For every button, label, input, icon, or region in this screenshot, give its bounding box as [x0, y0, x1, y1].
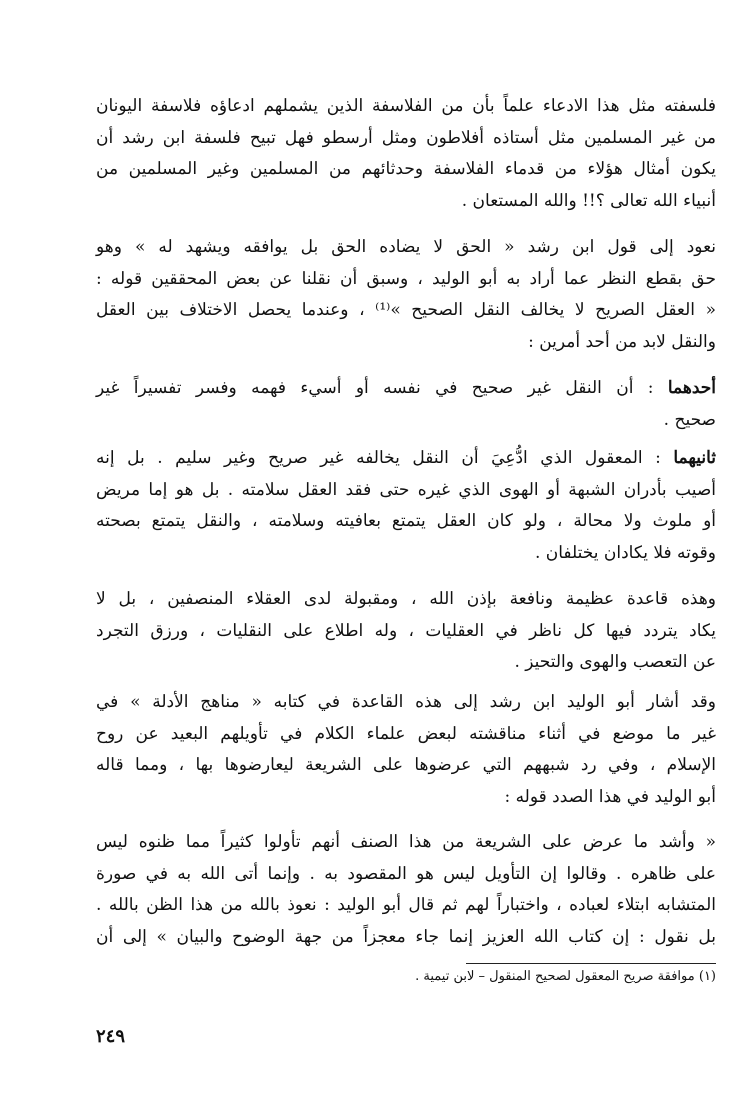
paragraph-2	[96, 232, 716, 358]
text-line: فلسفته مثل هذا الادعاء علماً بأن من الفلاسفة الذين يشملهم ادعاؤه فلاسفة اليونان	[96, 96, 716, 116]
lead-word: ثانيهما	[673, 448, 716, 468]
lead-word: أحدهما	[667, 378, 716, 398]
text-line	[96, 443, 716, 475]
text-line: عن التعصب والهوى والتحيز .	[514, 652, 716, 672]
text-run: : المعقول الذي ادُّعِيَ أن النقل يخالفه غير صريح وغير سليم . بل إنه	[96, 448, 674, 468]
text-line: المتشابه ابتلاء لعباده ، واختباراً لهم ثم قال أبو الوليد : نعوذ بالله من هذا الظن بالله .	[96, 895, 716, 915]
text-line: وهذه قاعدة عظيمة ونافعة بإذن الله ، ومقبولة لدى العقلاء المنصفين ، بل لا	[96, 589, 716, 609]
text-line: غير ما موضع في أثناء مناقشته لبعض علماء الكلام في تأويلهم البعيد عن روح	[96, 723, 716, 744]
paragraph-5	[96, 584, 716, 679]
text-run: : أن النقل غير صحيح في نفسه أو أسيء فهمه وفسر تفسيراً غير	[96, 378, 668, 398]
text-line: والنقل لابد من أحد أمرين :	[528, 331, 716, 352]
text-line: يكاد يتردد فيها كل ناظر في العقليات ، وله اطلاع على النقليات ، ورزق التجرد	[96, 620, 716, 641]
paragraph-1	[96, 91, 716, 217]
footnote-divider	[466, 963, 716, 964]
paragraph-6	[96, 687, 716, 813]
paragraph-3	[96, 373, 716, 436]
text-line	[96, 373, 716, 405]
text-line: يكون أمثال هؤلاء من قدماء الفلاسفة وحدثائهم من المسلمين وغير المسلمين من	[96, 159, 716, 179]
text-line: حق بقطع النظر عما أراد به أبو الوليد ، وسبق أن نقلنا عن بعض المحققين قوله :	[96, 268, 716, 289]
text-line: على ظاهره . وقالوا إن التأويل ليس هو المقصود به . وإنما أتى الله به في صورة	[96, 863, 716, 884]
text-line: نعود إلى قول ابن رشد « الحق لا يضاده الحق بل يوافقه ويشهد له » وهو	[96, 237, 716, 257]
text-line: أو ملوث ولا محالة ، ولو كان العقل يتمتع بعافيته وسلامته ، والنقل يتمتع بصحته	[96, 511, 716, 531]
paragraph-4	[96, 443, 716, 569]
paragraph-7-quote	[96, 827, 716, 953]
text-line: من غير المسلمين مثل أستاذه أفلاطون ومثل أرسطو فهل تبيح فلسفة ابن رشد أن	[96, 127, 716, 148]
text-line: « العقل الصريح لا يخالف النقل الصحيح »⁽¹⁾ ، وعندما يحصل الاختلاف بين العقل	[96, 300, 716, 320]
text-line: أصيب بأدران الشبهة أو الهوى الذي غيره حتى فقد العقل سلامته . بل هو إما مريض	[96, 479, 716, 500]
footnote: (١) موافقة صريح المعقول لصحيح المنقول – لابن تيمية .	[415, 969, 716, 984]
text-line: الإسلام ، وفي رد شبههم التي عرضوها على الشريعة ليعارضوها بها ، ومما قاله	[96, 755, 716, 775]
text-line: وقوته فلا يكادان يختلفان .	[534, 542, 716, 563]
text-line: « وأشد ما عرض على الشريعة من هذا الصنف أنهم تأولوا كثيراً مما ظنوه ليس	[96, 832, 716, 852]
text-line: وقد أشار أبو الوليد ابن رشد إلى هذه القاعدة في كتابه « مناهج الأدلة » في	[96, 692, 716, 712]
text-line: صحيح .	[663, 409, 716, 430]
text-line: أبو الوليد في هذا الصدد قوله :	[504, 786, 716, 807]
page-number: ٢٤٩	[96, 1026, 126, 1047]
text-line: أنبياء الله تعالى ؟!! والله المستعان .	[461, 190, 716, 211]
text-line: بل نقول : إن كتاب الله العزيز إنما جاء معجزاً من جهة الوضوح والبيان » إلى أن	[96, 926, 716, 947]
